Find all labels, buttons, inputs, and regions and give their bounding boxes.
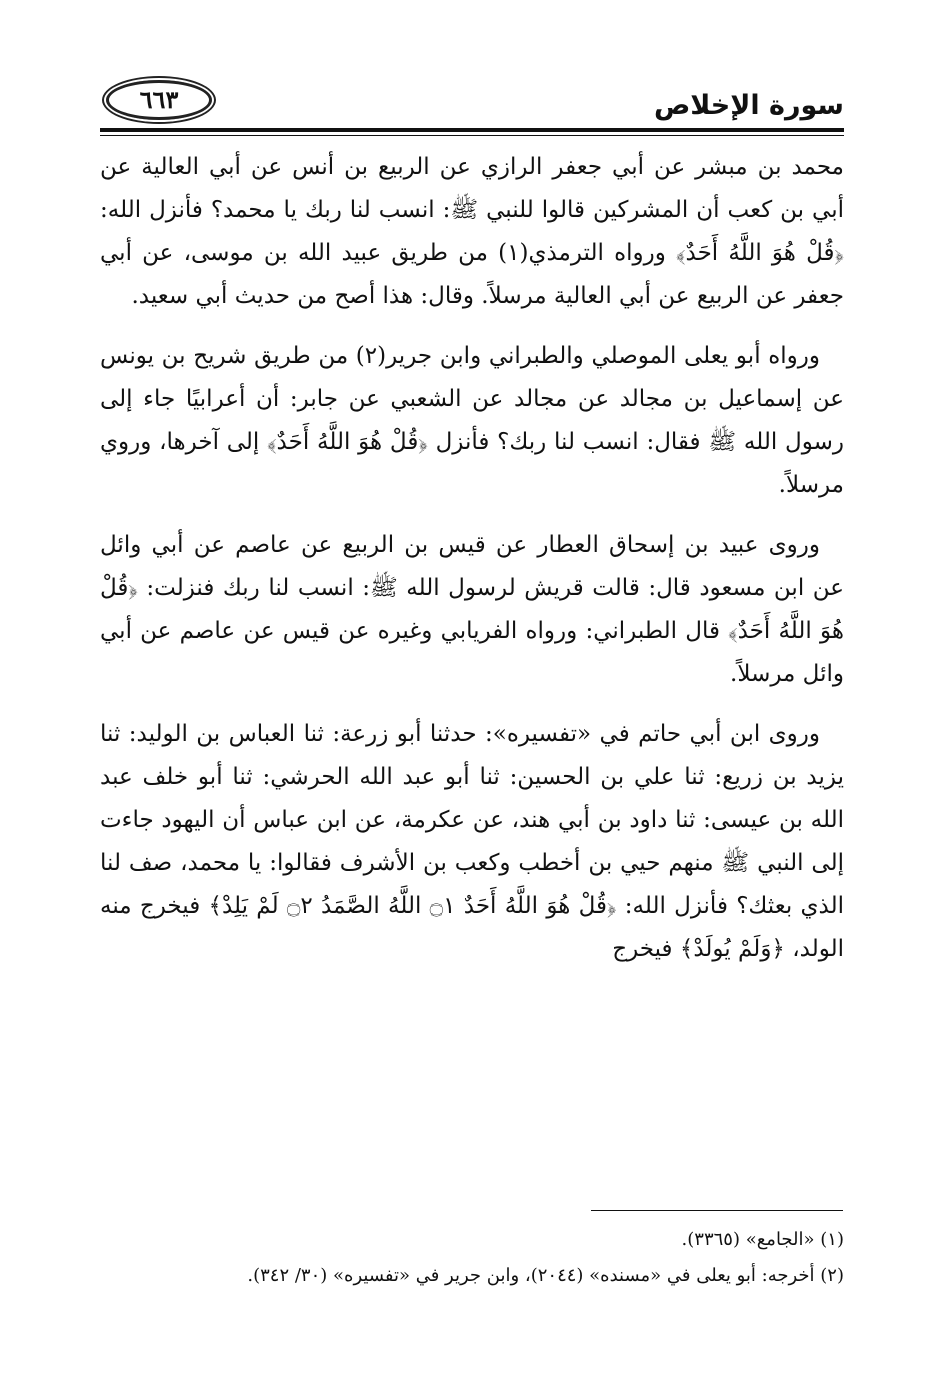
page-header — [100, 72, 844, 132]
paragraph-2: ورواه أبو يعلى الموصلي والطبراني وابن جرير(٢) من طريق شريح بن يونس عن إسماعيل بن مجالد عن مجالد عن الشعبي عن جابر: أن أعرابيًا جاء إلى رسول الله ﷺ فقال: انسب لنا ربك؟ فأنزل ﴿قُلْ هُوَ اللَّهُ أَحَدٌ﴾ إلى آخرها، وروي مرسلاً. — [100, 343, 844, 498]
footnote-2: (٢) أخرجه: أبو يعلى في «مسنده» (٢٠٤٤)، وابن جرير في «تفسيره» (٣٠/ ٣٤٢). — [247, 1265, 844, 1286]
paragraph-1: محمد بن مبشر عن أبي جعفر الرازي عن الربيع بن أنس عن أبي العالية عن أبي بن كعب أن المشركين قالوا للنبي ﷺ: انسب لنا ربك يا محمد؟ فأنزل الله: ﴿قُلْ هُوَ اللَّهُ أَحَدٌ﴾ ورواه الترمذي(١) من طريق عبيد الله بن موسى، عن أبي جعفر عن الربيع عن أبي العالية مرسلاً. وقال: هذا أصح من حديث أبي سعيد. — [100, 154, 844, 309]
header-rule-thin — [100, 135, 844, 136]
page-number: ٦٦٣ — [106, 80, 212, 120]
paragraph-4: وروى ابن أبي حاتم في «تفسيره»: حدثنا أبو زرعة: ثنا العباس بن الوليد: ثنا يزيد بن زريع: ثنا علي بن الحسين: ثنا أبو عبد الله الحرشي: ثنا أبو خلف عبد الله بن عيسى: ثنا داود بن أبي هند، عن عكرمة، عن ابن عباس أن اليهود جاءت إلى النبي ﷺ منهم حيي بن أخطب وكعب بن الأشرف فقالوا: يا محمد، صف لنا الذي بعثك؟ فأنزل الله: ﴿قُلْ هُوَ اللَّهُ أَحَدٌ ۝١ اللَّهُ الصَّمَدُ ۝٢ لَمْ يَلِدْ﴾ فيخرج منه الولد، ﴿وَلَمْ يُولَدْ﴾ فيخرج — [100, 721, 844, 962]
footnote-separator — [591, 1210, 843, 1211]
main-text — [100, 146, 844, 1192]
footnotes — [100, 1222, 844, 1294]
paragraph-3: وروى عبيد بن إسحاق العطار عن قيس بن الربيع عن عاصم عن أبي وائل عن ابن مسعود قال: قالت قريش لرسول الله ﷺ: انسب لنا ربك فنزلت: ﴿قُلْ هُوَ اللَّهُ أَحَدٌ﴾ قال الطبراني: ورواه الفريابي وغيره عن قيس عن عاصم عن أبي وائل مرسلاً. — [100, 532, 844, 687]
header-rule-thick — [100, 128, 844, 132]
surah-title: سورة الإخلاص — [653, 90, 844, 121]
footnote-1: (١) «الجامع» (٣٣٦٥). — [681, 1229, 844, 1250]
